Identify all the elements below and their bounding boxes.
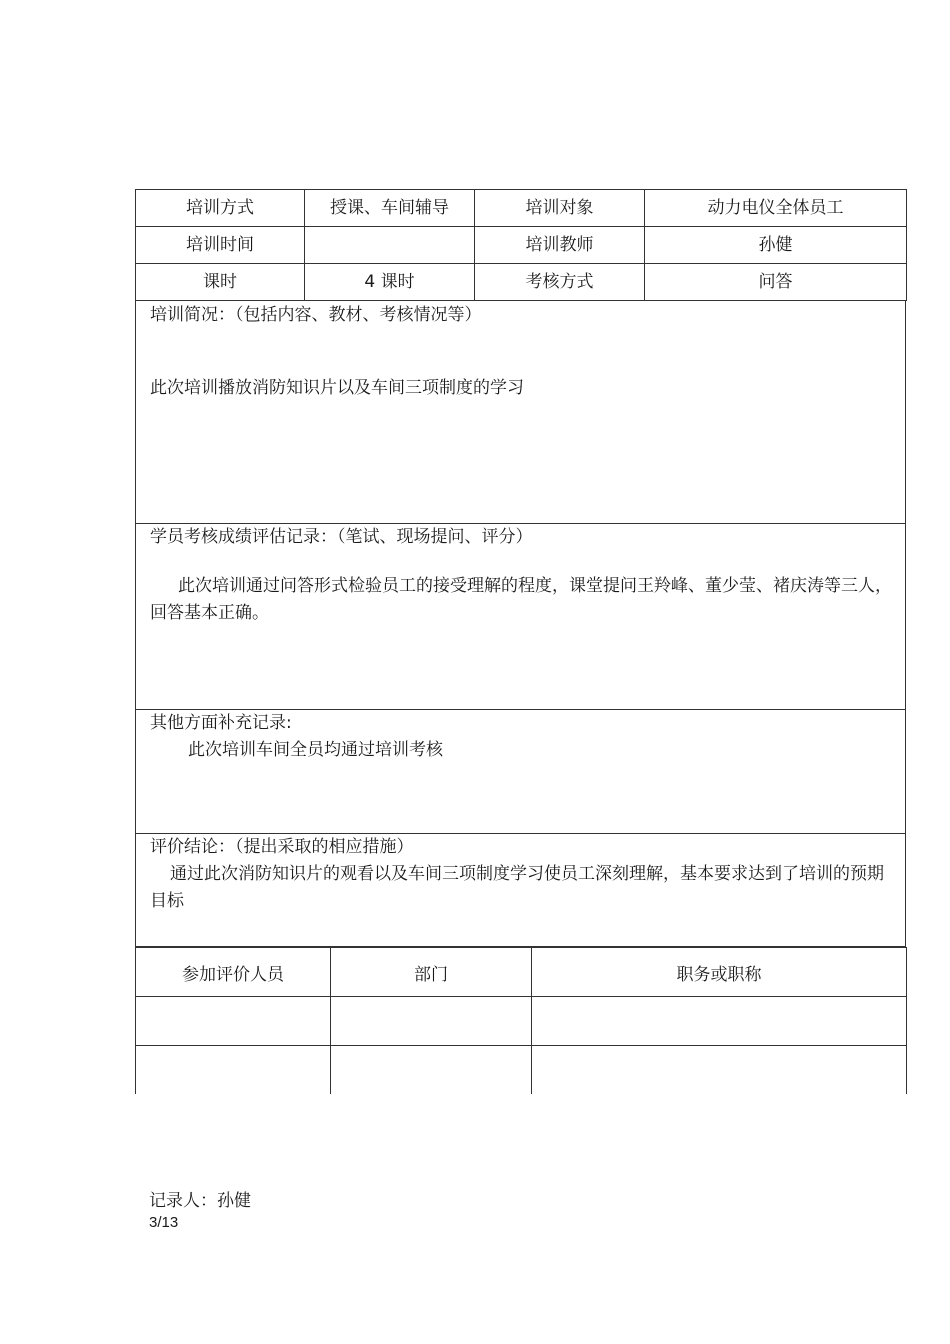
table-row bbox=[136, 1046, 907, 1095]
other-text: 此次培训车间全员均通过培训考核 bbox=[188, 740, 443, 760]
recorder-line: 记录人：孙健 bbox=[149, 1191, 251, 1211]
conclusion-heading: 评价结论：（提出采取的相应措施） bbox=[150, 837, 414, 857]
conclusion-text: 通过此次消防知识片的观看以及车间三项制度学习使员工深刻理解，基本要求达到了培训的预期目标 bbox=[150, 864, 884, 911]
assessment-heading: 学员考核成绩评估记录：（笔试、现场提问、评分） bbox=[150, 527, 533, 547]
header-evaluators: 参加评价人员 bbox=[136, 948, 331, 997]
value-trainer: 孙健 bbox=[645, 227, 907, 264]
table-row bbox=[136, 997, 907, 1046]
value-class-hours: 4 课时 bbox=[305, 264, 475, 301]
assessment-section bbox=[135, 524, 906, 710]
header-department: 部门 bbox=[331, 948, 532, 997]
summary-heading: 培训简况：（包括内容、教材、考核情况等） bbox=[150, 305, 482, 325]
evaluator-position-cell bbox=[532, 1046, 907, 1095]
header-position: 职务或职称 bbox=[532, 948, 907, 997]
training-info-table bbox=[135, 189, 907, 301]
evaluator-department-cell bbox=[331, 997, 532, 1046]
info-row bbox=[136, 264, 907, 301]
conclusion-section bbox=[135, 834, 906, 947]
value-training-time bbox=[305, 227, 475, 264]
summary-text: 此次培训播放消防知识片以及车间三项制度的学习 bbox=[150, 378, 524, 398]
label-class-hours: 课时 bbox=[136, 264, 305, 301]
info-row bbox=[136, 190, 907, 227]
evaluators-header-row bbox=[136, 948, 907, 997]
other-heading: 其他方面补充记录: bbox=[150, 713, 292, 733]
value-training-audience: 动力电仪全体员工 bbox=[645, 190, 907, 227]
evaluator-name-cell bbox=[136, 997, 331, 1046]
evaluator-department-cell bbox=[331, 1046, 532, 1095]
label-trainer: 培训教师 bbox=[475, 227, 645, 264]
label-training-method: 培训方式 bbox=[136, 190, 305, 227]
label-training-time: 培训时间 bbox=[136, 227, 305, 264]
label-assessment-method: 考核方式 bbox=[475, 264, 645, 301]
value-training-method: 授课、车间辅导 bbox=[305, 190, 475, 227]
assessment-text: 此次培训通过问答形式检验员工的接受理解的程度，课堂提问王羚峰、董少莹、褚庆涛等三人，回答基本正确。 bbox=[150, 576, 892, 623]
info-row bbox=[136, 227, 907, 264]
evaluators-table bbox=[135, 947, 907, 1094]
summary-section bbox=[135, 300, 906, 524]
page-number: 3/13 bbox=[149, 1214, 179, 1231]
evaluator-name-cell bbox=[136, 1046, 331, 1095]
label-training-audience: 培训对象 bbox=[475, 190, 645, 227]
value-assessment-method: 问答 bbox=[645, 264, 907, 301]
evaluator-position-cell bbox=[532, 997, 907, 1046]
other-section bbox=[135, 710, 906, 834]
